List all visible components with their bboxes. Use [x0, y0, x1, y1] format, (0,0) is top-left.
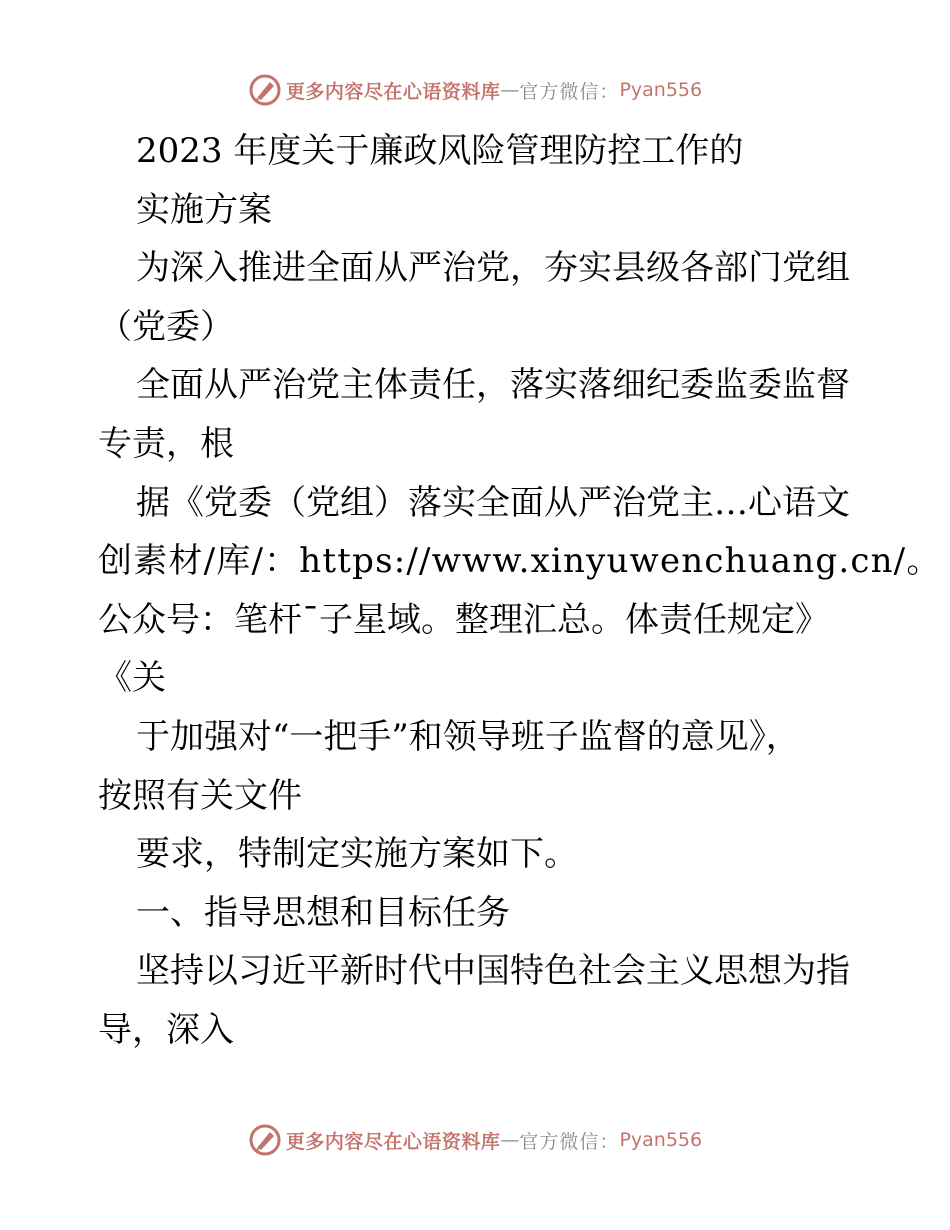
doc-section-heading: 一、指导思想和目标任务 — [136, 892, 510, 933]
doc-paragraph-line: 据《党委（党组）落实全面从严治党主…心语文 — [136, 482, 850, 523]
doc-paragraph-line: 按照有关文件 — [98, 775, 302, 816]
banner-brand: 更多内容尽在心语资料库 — [285, 1130, 501, 1153]
doc-paragraph-line: 导，深入 — [98, 1009, 234, 1050]
doc-paragraph-line: 公众号：笔杆ˉ子星域。整理汇总。体责任规定》 — [98, 599, 829, 640]
banner-wechat-id: Pyan556 — [619, 79, 703, 101]
doc-paragraph-line: 为深入推进全面从严治党，夯实县级各部门党组 — [136, 248, 850, 289]
header-banner — [0, 70, 950, 110]
pen-seal-icon — [248, 1123, 282, 1157]
footer-banner — [0, 1120, 950, 1160]
banner-separator: — — [500, 1129, 520, 1151]
banner-wechat-label: 官方微信： — [519, 1130, 620, 1153]
document-body — [98, 122, 942, 1060]
doc-paragraph-line: 坚持以习近平新时代中国特色社会主义思想为指 — [136, 951, 850, 992]
doc-paragraph-line: 《关 — [98, 658, 166, 699]
doc-title-line-2: 实施方案 — [136, 189, 272, 230]
doc-paragraph-line: 创素材/库/：https://www.xinyuwenchuang.cn/。 — [98, 541, 942, 582]
banner-brand: 更多内容尽在心语资料库 — [285, 80, 501, 103]
doc-paragraph-line: 全面从严治党主体责任，落实落细纪委监委监督 — [136, 365, 850, 406]
doc-paragraph-line: 专责，根 — [98, 423, 234, 464]
doc-paragraph-line: 要求，特制定实施方案如下。 — [136, 834, 578, 875]
banner-separator: — — [500, 79, 520, 101]
doc-title-line-1: 2023 年度关于廉政风险管理防控工作的 — [136, 131, 744, 171]
banner-wechat-label: 官方微信： — [519, 80, 620, 103]
pen-seal-icon — [248, 73, 282, 107]
banner-wechat-id: Pyan556 — [619, 1129, 703, 1151]
doc-paragraph-line: （党委） — [98, 306, 234, 347]
doc-paragraph-line: 于加强对“一把手”和领导班子监督的意见》， — [136, 716, 800, 757]
